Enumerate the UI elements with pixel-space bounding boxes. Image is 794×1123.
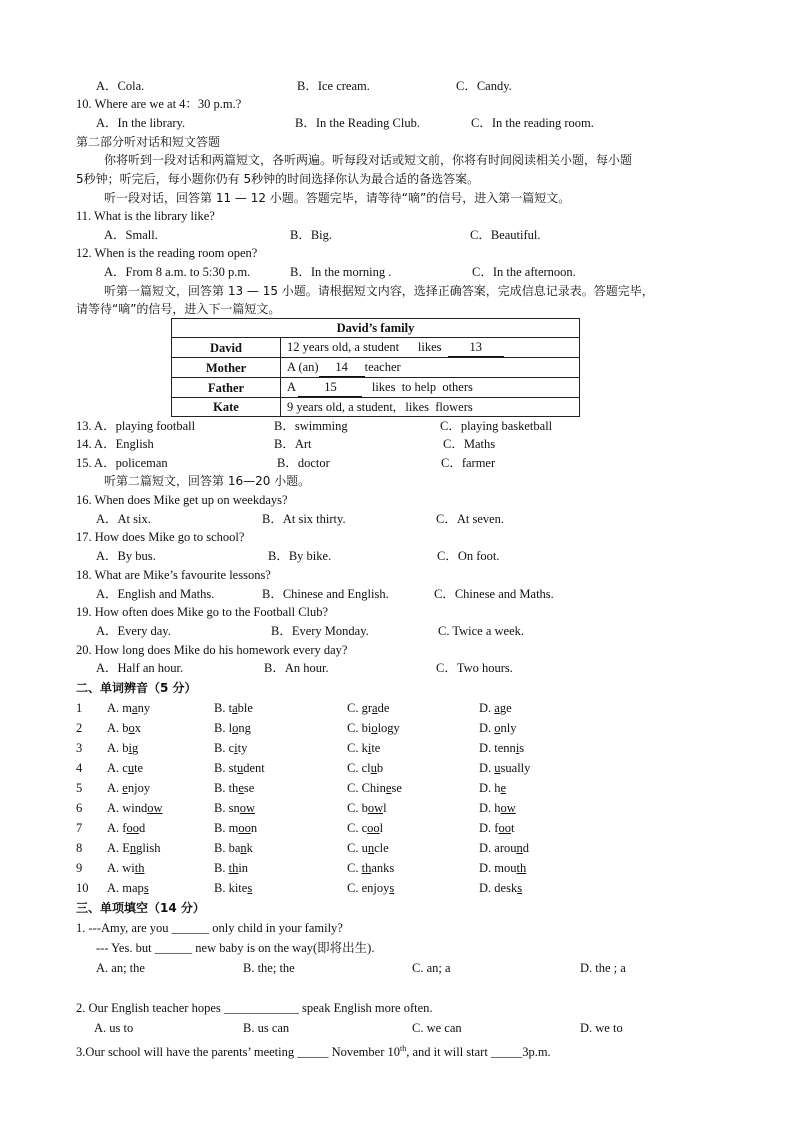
underlined-letters: n — [367, 841, 375, 855]
q17-option-a: A．By bus. — [96, 549, 156, 563]
underlined-letters: th — [134, 861, 145, 875]
phonics-option-c: C. uncle — [347, 841, 389, 855]
phonics-option-c: C. club — [347, 761, 384, 775]
part2-title: 第二部分听对话和短文答题 — [76, 135, 221, 149]
phonics-option-c: C. enjoys — [347, 881, 395, 895]
underlined-letters: th — [361, 861, 372, 875]
table-row — [172, 338, 580, 358]
q20-stem: 20. How long does Mike do his homework every day? — [76, 643, 348, 657]
underlined-letters: o — [128, 721, 135, 735]
q10-option-c: C．In the reading room. — [471, 116, 594, 130]
phonics-option-c: C. thanks — [347, 861, 395, 875]
q10-stem: 10. Where are we at 4：30 p.m.? — [76, 97, 242, 111]
phonics-option-b: B. city — [214, 741, 248, 755]
phonics-number: 3 — [76, 741, 83, 755]
underlined-letters: ow — [367, 801, 384, 815]
q16-option-b: B．At six thirty. — [262, 512, 346, 526]
underlined-letters: oo — [498, 821, 511, 835]
s3q2-option-d: D. we to — [580, 1021, 623, 1035]
s3q1-option-d: D. the ; a — [580, 961, 626, 975]
phonics-number: 7 — [76, 821, 83, 835]
part2-intro-line1: 你将听到一段对话和两篇短文，各听两遍。听每段对话或短文前，你将有时间阅读相关小题，每小题 — [104, 153, 633, 167]
underlined-letters: u — [370, 761, 377, 775]
q17-option-b: B．By bike. — [268, 549, 332, 563]
q12-stem: 12. When is the reading room open? — [76, 246, 258, 260]
q20-option-b: B．An hour. — [264, 661, 329, 675]
q10-option-a: A．In the library. — [96, 116, 186, 130]
phonics-option-c: C. grade — [347, 701, 390, 715]
underlined-letters: e — [500, 781, 507, 795]
table-row — [172, 398, 580, 417]
underlined-letters: n — [129, 841, 137, 855]
phonics-option-a: A. cute — [107, 761, 144, 775]
table-row-value: 9 years old, a student, likes flowers — [281, 398, 580, 417]
q18-stem: 18. What are Mike’s favourite lessons? — [76, 568, 271, 582]
passage1-intro-line1: 听第一篇短文，回答第 13 — 15 小题。请根据短文内容，选择正确答案，完成信息记录表。答题完毕， — [104, 284, 654, 298]
s3q2-option-c: C. we can — [412, 1021, 462, 1035]
q17-stem: 17. How does Mike go to school? — [76, 530, 245, 544]
phonics-option-d: D. he — [479, 781, 507, 795]
q16-option-a: A．At six. — [96, 512, 151, 526]
phonics-option-c: C. Chinese — [347, 781, 402, 795]
table-row-value: 12 years old, a student likes 13 — [281, 338, 580, 358]
q18-option-b: B．Chinese and English. — [262, 587, 389, 601]
q9-option-a: A．Cola. — [96, 79, 145, 93]
phonics-option-c: C. bowl — [347, 801, 387, 815]
q19-stem: 19. How often does Mike go to the Football Club? — [76, 605, 329, 619]
q14-option-c: C．Maths — [443, 437, 496, 451]
phonics-option-a: A. window — [107, 801, 163, 815]
blank-15: 15 — [298, 378, 362, 397]
q13-option-b: B．swimming — [274, 419, 348, 433]
phonics-option-d: D. mouth — [479, 861, 527, 875]
table-row — [172, 378, 580, 398]
underlined-letters: ow — [147, 801, 163, 815]
underlined-letters: a — [372, 701, 378, 715]
phonics-option-d: D. how — [479, 801, 516, 815]
q11-option-a: A．Small. — [104, 228, 158, 242]
underlined-letters: oo — [238, 821, 251, 835]
underlined-letters: u — [236, 761, 244, 775]
q19-option-b: B．Every Monday. — [271, 624, 369, 638]
underlined-letters: a — [494, 701, 500, 715]
underlined-letters: s — [247, 881, 253, 895]
phonics-option-d: D. desks — [479, 881, 523, 895]
q9-option-b: B．Ice cream. — [297, 79, 370, 93]
phonics-option-a: A. box — [107, 721, 142, 735]
phonics-option-a: A. enjoy — [107, 781, 151, 795]
blank-14: 14 — [319, 358, 365, 377]
table-title: David’s family — [172, 319, 580, 338]
phonics-option-d: D. foot — [479, 821, 515, 835]
phonics-option-b: B. long — [214, 721, 251, 735]
q16-option-c: C．At seven. — [436, 512, 505, 526]
q11-option-b: B．Big. — [290, 228, 333, 242]
phonics-number: 1 — [76, 701, 83, 715]
table-row-value: A 15 likes to help others — [281, 378, 580, 398]
dialog-intro: 听一段对话，回答第 11 — 12 小题。答题完毕，请等待“嘀”的信号，进入第一篇短文。 — [104, 191, 571, 205]
q11-stem: 11. What is the library like? — [76, 209, 215, 223]
underlined-letters: i — [515, 741, 520, 755]
table-row-key: David — [172, 338, 281, 358]
david-family-table — [171, 318, 580, 417]
q15-option-b: B．doctor — [277, 456, 330, 470]
phonics-option-a: A. big — [107, 741, 139, 755]
q19-option-c: C. Twice a week. — [438, 624, 525, 638]
s3q2-option-a: A. us to — [94, 1021, 134, 1035]
underlined-letters: n — [516, 841, 523, 855]
underlined-letters: a — [132, 701, 138, 715]
underlined-letters: e — [122, 781, 128, 795]
table-row — [172, 358, 580, 378]
phonics-number: 9 — [76, 861, 83, 875]
q18-option-c: C．Chinese and Maths. — [434, 587, 554, 601]
underlined-letters: i — [128, 741, 133, 755]
underlined-letters: s — [389, 881, 395, 895]
q15-option-c: C．farmer — [441, 456, 496, 470]
phonics-option-b: B. kites — [214, 881, 253, 895]
phonics-option-d: D. age — [479, 701, 512, 715]
s3q2-option-b: B. us can — [243, 1021, 290, 1035]
s3q1-stem-line1: 1. ---Amy, are you ______ only child in your family? — [76, 921, 343, 935]
phonics-option-b: B. moon — [214, 821, 258, 835]
underlined-letters: o — [232, 721, 239, 735]
phonics-option-b: B. these — [214, 781, 255, 795]
underlined-letters: e — [238, 781, 244, 795]
phonics-option-d: D. usually — [479, 761, 531, 775]
s3q1-option-c: C. an; a — [412, 961, 451, 975]
phonics-option-d: D. tennis — [479, 741, 525, 755]
q18-option-a: A．English and Maths. — [96, 587, 215, 601]
q16-stem: 16. When does Mike get up on weekdays? — [76, 493, 288, 507]
underlined-letters: ow — [239, 801, 255, 815]
q19-option-a: A．Every day. — [96, 624, 171, 638]
phonics-option-c: C. kite — [347, 741, 381, 755]
underlined-letters: s — [143, 881, 149, 895]
q10-option-b: B．In the Reading Club. — [295, 116, 420, 130]
underlined-letters: u — [494, 761, 501, 775]
phonics-option-b: B. student — [214, 761, 265, 775]
phonics-option-d: D. around — [479, 841, 529, 855]
phonics-option-d: D. only — [479, 721, 517, 735]
underlined-letters: oo — [126, 821, 139, 835]
q12-option-b: B．In the morning . — [290, 265, 392, 279]
q15-option-a: 15. A．policeman — [76, 456, 168, 470]
underlined-letters: a — [232, 701, 238, 715]
q20-option-a: A．Half an hour. — [96, 661, 184, 675]
q12-option-c: C．In the afternoon. — [472, 265, 576, 279]
underlined-letters: o — [494, 721, 501, 735]
underlined-letters: th — [228, 861, 239, 875]
phonics-option-a: A. many — [107, 701, 151, 715]
part2-intro-line2: 5秒钟；听完后，每小题你仍有 5秒钟的时间选择你认为最合适的备选答案。 — [76, 172, 480, 186]
passage1-intro-line2: 请等待“嘀”的信号，进入下一篇短文。 — [76, 302, 281, 316]
phonics-number: 4 — [76, 761, 83, 775]
phonics-option-a: A. with — [107, 861, 145, 875]
underlined-letters: e — [385, 781, 392, 795]
phonics-option-b: B. bank — [214, 841, 253, 855]
underlined-letters: u — [127, 761, 135, 775]
q12-option-a: A．From 8 a.m. to 5:30 p.m. — [104, 265, 251, 279]
underlined-letters: o — [371, 721, 378, 735]
q17-option-c: C．On foot. — [437, 549, 500, 563]
phonics-number: 6 — [76, 801, 83, 815]
phonics-option-b: B. snow — [214, 801, 255, 815]
section3-title: 三、单项填空（14 分） — [76, 901, 205, 915]
q9-option-c: C．Candy. — [456, 79, 512, 93]
section2-title: 二、单词辨音（5 分） — [76, 681, 197, 695]
s3q1-option-a: A. an; the — [96, 961, 145, 975]
s3q1-option-b: B. the; the — [243, 961, 295, 975]
table-row-key: Kate — [172, 398, 281, 417]
underlined-letters: i — [367, 741, 372, 755]
underlined-letters: th — [516, 861, 527, 875]
phonics-option-c: C. biology — [347, 721, 400, 735]
q13-option-c: C．playing basketball — [440, 419, 553, 433]
underlined-letters: n — [240, 841, 247, 855]
phonics-option-a: A. food — [107, 821, 146, 835]
phonics-option-b: B. table — [214, 701, 253, 715]
s3q2-stem: 2. Our English teacher hopes ____________ speak English more often. — [76, 1001, 433, 1015]
phonics-number: 5 — [76, 781, 83, 795]
passage2-intro: 听第二篇短文，回答第 16—20 小题。 — [104, 474, 311, 488]
phonics-option-b: B. thin — [214, 861, 249, 875]
q20-option-c: C．Two hours. — [436, 661, 513, 675]
q14-option-a: 14. A．English — [76, 437, 154, 451]
q11-option-c: C．Beautiful. — [470, 228, 541, 242]
blank-13: 13 — [448, 338, 504, 357]
s3q3-stem: 3.Our school will have the parents’ meeting _____ November 10th, and it will start _____3p.m. — [76, 1044, 551, 1060]
phonics-option-c: C. cool — [347, 821, 384, 835]
underlined-letters: ow — [500, 801, 516, 815]
phonics-option-a: A. English — [107, 841, 161, 855]
phonics-number: 2 — [76, 721, 83, 735]
underlined-letters: oo — [367, 821, 380, 835]
table-row-value: A (an) 14 teacher — [281, 358, 580, 378]
underlined-letters: s — [517, 881, 523, 895]
q14-option-b: B．Art — [274, 437, 312, 451]
phonics-number: 10 — [76, 881, 89, 895]
phonics-option-a: A. maps — [107, 881, 149, 895]
table-row-key: Father — [172, 378, 281, 398]
phonics-number: 8 — [76, 841, 83, 855]
q13-option-a: 13. A．playing football — [76, 419, 196, 433]
underlined-letters: i — [234, 741, 238, 755]
table-row-key: Mother — [172, 358, 281, 378]
s3q1-stem-line2: --- Yes. but ______ new baby is on the way(即将出生). — [96, 941, 375, 955]
